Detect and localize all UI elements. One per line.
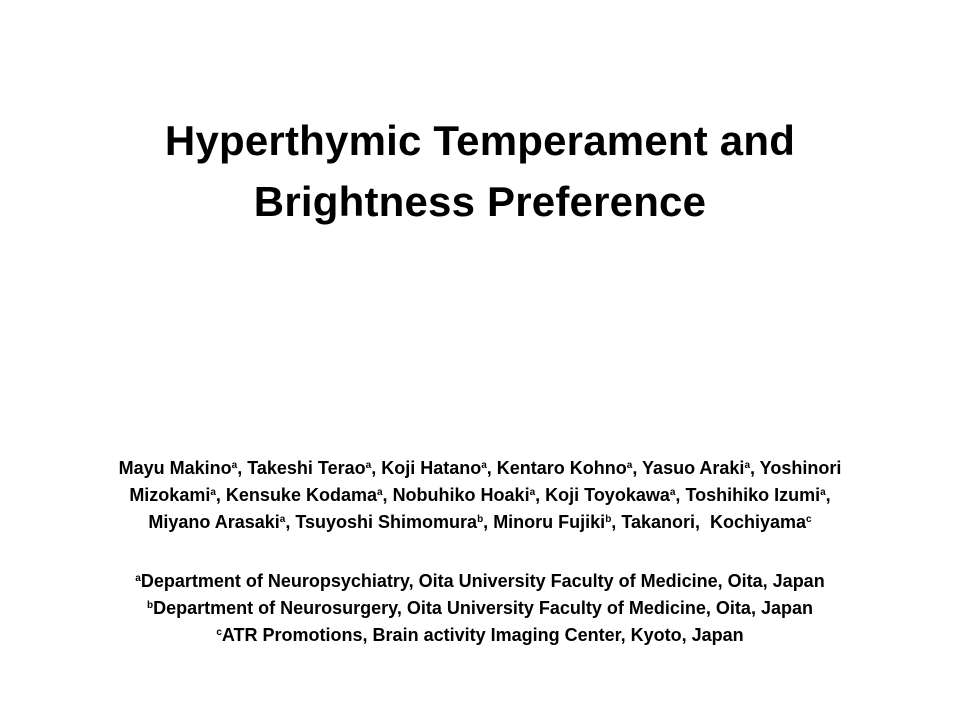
title-line-1: Hyperthymic Temperament and	[164, 117, 796, 164]
author-name: Koji Hatano	[381, 458, 482, 478]
author-line-3	[40, 509, 920, 536]
author-name: Takeshi Terao	[247, 458, 366, 478]
author-name: Takanori, Kochiyama	[621, 512, 807, 532]
author-separator: ,	[611, 512, 622, 532]
author-name: Minoru Fujiki	[493, 512, 606, 532]
author-separator: ,	[382, 485, 393, 505]
affiliation-mark: a	[135, 573, 141, 584]
author-separator: ,	[237, 458, 248, 478]
affiliation-item	[40, 595, 920, 622]
affiliation-text: Department of Neurosurgery, Oita University Faculty of Medicine, Oita, Japan	[153, 598, 813, 618]
author-separator: ,	[215, 485, 226, 505]
author-affiliation-mark: a	[365, 460, 372, 471]
author-affiliation-mark: a	[669, 487, 676, 498]
author-separator: ,	[483, 512, 494, 532]
author-name: Kensuke Kodama	[225, 485, 377, 505]
author-separator: ,	[285, 512, 296, 532]
author-affiliation-mark: a	[376, 487, 383, 498]
author-affiliation-mark: a	[481, 460, 487, 471]
author-affiliation-mark: a	[529, 487, 536, 498]
author-separator: ,	[825, 485, 831, 505]
author-name: Nobuhiko Hoaki	[392, 485, 530, 505]
title-line-2: Brightness Preference	[253, 178, 707, 225]
author-name: Koji Toyokawa	[545, 485, 670, 505]
author-line-2	[40, 482, 920, 509]
affiliation-item	[40, 622, 920, 649]
affiliation-text: ATR Promotions, Brain activity Imaging Center, Kyoto, Japan	[221, 625, 744, 645]
affiliation-list	[40, 568, 920, 649]
author-list	[40, 455, 920, 536]
author-affiliation-mark: a	[231, 460, 238, 471]
author-separator: ,	[371, 458, 382, 478]
author-separator: ,	[535, 485, 546, 505]
author-name: Mizokami	[129, 485, 211, 505]
author-affiliation-mark: a	[210, 487, 216, 498]
author-affiliation-mark: c	[806, 514, 812, 525]
affiliation-item	[40, 568, 920, 595]
affiliation-mark: b	[147, 600, 154, 611]
author-name: Kentaro Kohno	[496, 458, 627, 478]
author-name: Tsuyoshi Shimomura	[295, 512, 478, 532]
author-separator: , Yoshinori	[750, 458, 842, 478]
author-separator: ,	[675, 485, 686, 505]
author-affiliation-mark: b	[477, 514, 484, 525]
author-affiliation-mark: a	[279, 514, 286, 525]
author-name: Yasuo Araki	[642, 458, 745, 478]
author-affiliation-mark: b	[605, 514, 612, 525]
author-affiliation-mark: a	[820, 487, 826, 498]
author-name: Mayu Makino	[118, 458, 232, 478]
author-separator: ,	[486, 458, 497, 478]
affiliation-mark: c	[216, 627, 222, 638]
author-name: Miyano Arasaki	[148, 512, 280, 532]
author-line-1	[40, 455, 920, 482]
author-affiliation-mark: a	[626, 460, 633, 471]
author-separator: ,	[632, 458, 643, 478]
affiliation-text: Department of Neuropsychiatry, Oita University Faculty of Medicine, Oita, Japan	[140, 571, 825, 591]
author-name: Toshihiko Izumi	[685, 485, 821, 505]
author-affiliation-mark: a	[744, 460, 750, 471]
slide-title	[60, 110, 900, 232]
